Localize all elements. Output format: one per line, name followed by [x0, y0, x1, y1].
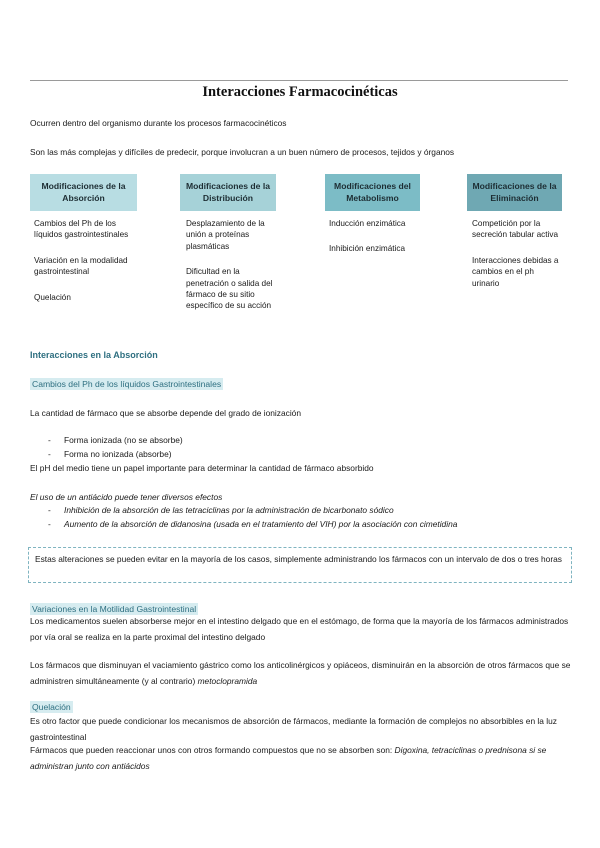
list-item: Quelación	[34, 292, 71, 302]
motilidad-paragraph-1: Los medicamentos suelen absorberse mejor en el intestino delgado que en el estómago, de forma que la mayoría de los fármacos administrados por vía oral se realiza en la parte proximal del intestino delgado	[30, 616, 569, 642]
column-eliminacion-list	[472, 218, 562, 303]
list-item: Variación en la modalidad gastrointestinal	[34, 255, 128, 277]
bullet-dash: -	[48, 449, 51, 459]
list-item: Inducción enzimática	[329, 219, 406, 228]
column-metabolismo-list	[329, 218, 429, 269]
quelacion-paragraph-1: Es otro factor que puede condicionar los mecanismos de absorción de fármacos, mediante la formación de complejos no absorbibles en la luz gastrointestinal	[30, 716, 557, 742]
list-item: Interacciones debidas a cambios en el ph urinario	[472, 255, 559, 288]
bullet-dash: -	[48, 505, 51, 515]
subheading-ph: Cambios del Ph de los líquidos Gastrointestinales	[32, 379, 222, 389]
column-distribucion-list	[186, 218, 282, 326]
list-item: Cambios del Ph de los líquidos gastrointestinales	[34, 219, 129, 240]
list-item: Inhibición enzimática	[329, 244, 406, 254]
bullet-dash: -	[48, 519, 51, 529]
intro-line-2: Son las más complejas y difíciles de predecir, porque involucran a un buen número de procesos, tejidos y órganos	[30, 147, 455, 157]
column-header-distribucion: Modificaciones de la Distribución	[180, 174, 276, 211]
note-box: Estas alteraciones se pueden evitar en la mayoría de los casos, simplemente administrando los fármacos con un intervalo de dos o tres horas	[28, 547, 572, 583]
column-header-eliminacion: Modificaciones de la Eliminación	[467, 174, 562, 211]
list-item: Desplazamiento de la unión a proteínas plasmáticas	[186, 219, 265, 251]
bullet-item: Inhibición de la absorción de las tetraciclinas por la administración de bicarbonato sódico	[64, 505, 394, 515]
section-heading-absorcion: Interacciones en la Absorción	[30, 350, 158, 360]
motilidad-paragraph-2	[30, 657, 575, 689]
quelacion-paragraph-2	[30, 742, 575, 774]
list-item: Competición por la secreción tabular activa	[472, 219, 559, 240]
column-absorcion-list	[34, 218, 134, 317]
bullet-dash: -	[48, 435, 51, 445]
paragraph-text: Fármacos que pueden reaccionar unos con otros formando compuestos que no se absorben son:	[30, 745, 393, 755]
subheading-motilidad: Variaciones en la Motilidad Gastrointestinal	[32, 604, 197, 614]
bullet-item: Forma ionizada (no se absorbe)	[64, 435, 183, 445]
page-title: Interacciones Farmacocinéticas	[202, 84, 398, 100]
paragraph-italic: metoclopramida	[197, 676, 258, 686]
bullet-item: Forma no ionizada (absorbe)	[64, 449, 172, 459]
intro-line-1: Ocurren dentro del organismo durante los procesos farmacocinéticos	[30, 118, 287, 128]
column-header-metabolismo: Modificaciones del Metabolismo	[325, 174, 420, 211]
antacid-intro: El uso de un antiácido puede tener diversos efectos	[30, 492, 223, 502]
column-header-absorcion: Modificaciones de la Absorción	[30, 174, 137, 211]
ph-text-1: La cantidad de fármaco que se absorbe depende del grado de ionización	[30, 408, 301, 418]
paragraph-text: Los fármacos que disminuyan el vaciamiento gástrico como los anticolinérgicos y opiáceos, disminuirán en la absorción de otros fármacos que se administren simultáneamente (y al contrario)	[30, 660, 571, 686]
ph-text-2: El pH del medio tiene un papel importante para determinar la cantidad de fármaco absorbido	[30, 463, 374, 473]
list-item: Dificultad en la penetración o salida del fármaco de su sitio específico de su acción	[186, 267, 273, 311]
subheading-quelacion: Quelación	[32, 702, 71, 712]
paragraph-italic: Digoxina, tetraciclinas o prednisona si se administran junto con antiácidos	[30, 745, 547, 771]
top-divider	[30, 80, 568, 81]
bullet-item: Aumento de la absorción de didanosina (usada en el tratamiento del VIH) por la asociación con cimetidina	[64, 519, 458, 529]
